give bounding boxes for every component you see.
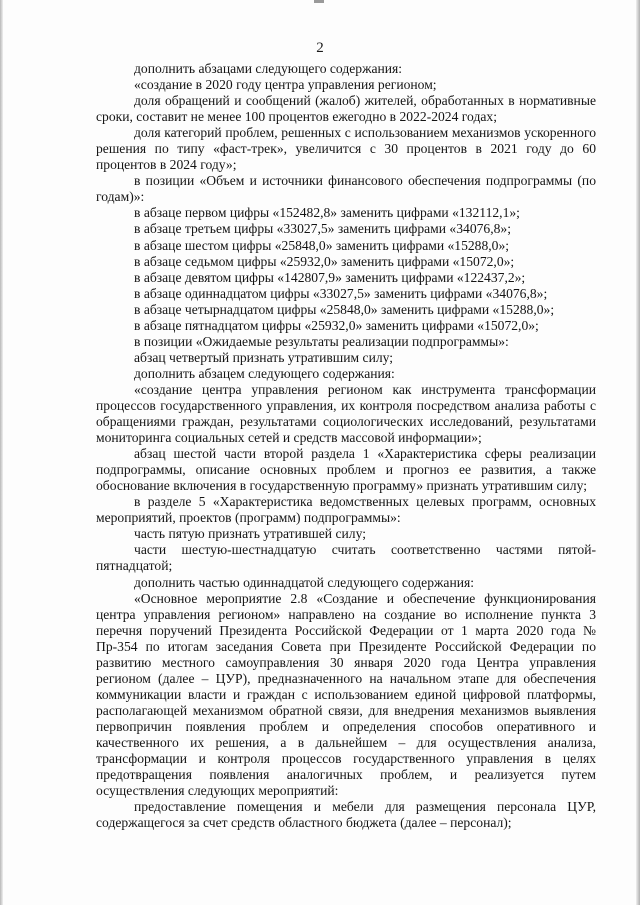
paragraph: части шестую-шестнадцатую считать соответственно частями пятой-пятнадцатой; <box>96 542 596 574</box>
paragraph: в абзаце четырнадцатом цифры «25848,0» заменить цифрами «15288,0»; <box>134 301 555 317</box>
paragraph: в позиции «Ожидаемые результаты реализации подпрограммы»: <box>134 333 509 349</box>
paragraph: абзац четвертый признать утратившим силу; <box>134 349 394 365</box>
paragraph: дополнить абзацами следующего содержания: <box>134 61 403 76</box>
scan-edge-right <box>636 0 640 905</box>
paragraph: в абзаце первом цифры «152482,8» заменить цифрами «132112,1»; <box>134 205 520 221</box>
paragraph: в абзаце седьмом цифры «25932,0» заменить цифрами «15072,0»; <box>134 253 515 269</box>
paragraph: «создание центра управления регионом как инструмента трансформации процессов государственного управления, их контроля посредством анализа работы с обращениями граждан, результатами социологических исследований, результатами мониторинга социальных сетей и средств массовой информации»; <box>96 381 596 446</box>
paragraph: «создание в 2020 году центра управления регионом; <box>134 77 437 93</box>
document-body <box>96 61 596 831</box>
paragraph: в позиции «Объем и источники финансового обеспечения подпрограммы (по годам)»: <box>96 173 596 205</box>
paragraph: в абзаце одиннадцатом цифры «33027,5» заменить цифрами «34076,8»; <box>134 285 548 301</box>
paragraph: в абзаце девятом цифры «142807,9» заменить цифрами «122437,2»; <box>134 269 526 285</box>
paragraph: «Основное мероприятие 2.8 «Создание и обеспечение функционирования центра управления регионом» направлено на создание во исполнение пункта 3 перечня поручений Президента Российской Федерации от 1 марта 2020 года № Пр-354 по итогам заседания Совета при Президенте Российской Федерации по развитию местного самоуправления 30 января 2020 года Центра управления регионом (далее – ЦУР), предназначенного на начальном этапе для обеспечения коммуникации власти и граждан с использованием единой цифровой платформы, располагающей механизмом обратной связи, для внедрения механизмов выявления первопричин появления проблем и определения способов оперативного и качественного их решения, а в дальнейшем – для осуществления анализа, трансформации и контроля процессов государственного управления в целях предотвращения появления аналогичных проблем, и реализуется путем осуществления следующих мероприятий: <box>96 590 596 799</box>
paragraph: абзац шестой части второй раздела 1 «Характеристика сферы реализации подпрограммы, описание основных проблем и прогноз ее развития, а также обоснование включения в государственную программу» признать утратившим силу; <box>96 446 596 494</box>
paragraph: в разделе 5 «Характеристика ведомственных целевых программ, основных мероприятий, проектов (программ) подпрограммы»: <box>96 494 596 526</box>
page-number: 2 <box>316 40 324 56</box>
scan-edge-left <box>0 0 3 905</box>
paragraph: часть пятую признать утратившей силу; <box>134 526 366 542</box>
paragraph: в абзаце третьем цифры «33027,5» заменить цифрами «34076,8»; <box>134 221 511 237</box>
paragraph: в абзаце пятнадцатом цифры «25932,0» заменить цифрами «15072,0»; <box>134 317 539 333</box>
paragraph: доля категорий проблем, решенных с использованием механизмов ускоренного решения по типу «фаст-трек», увеличится с 30 процентов в 2021 году до 60 процентов в 2024 году»; <box>96 125 596 173</box>
paragraph: дополнить абзацем следующего содержания: <box>134 365 395 381</box>
paragraph: в абзаце шестом цифры «25848,0» заменить цифрами «15288,0»; <box>134 237 510 253</box>
paragraph: предоставление помещения и мебели для размещения персонала ЦУР, содержащегося за счет средств областного бюджета (далее – персонал); <box>96 799 596 831</box>
scan-top-mark <box>314 0 324 3</box>
paragraph: доля обращений и сообщений (жалоб) жителей, обработанных в нормативные сроки, составит не менее 100 процентов ежегодно в 2022-2024 годах; <box>96 93 596 125</box>
paragraph: дополнить частью одиннадцатой следующего содержания: <box>134 574 475 590</box>
